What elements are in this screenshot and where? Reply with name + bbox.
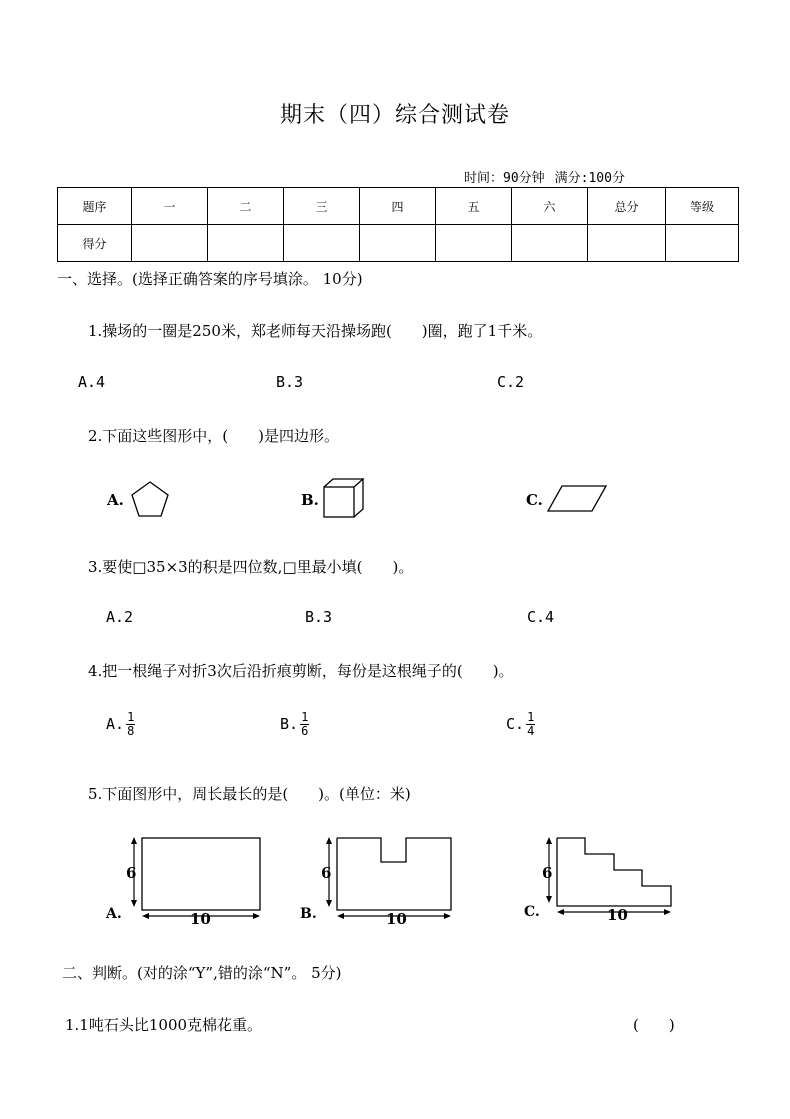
score-cell[interactable] [284, 225, 360, 262]
score-cell[interactable] [588, 225, 666, 262]
full-score: 满分:100分 [554, 171, 625, 186]
figure-a-rectangle [100, 830, 270, 930]
answer-blank[interactable]: ( ) [633, 1016, 675, 1034]
header-cell: 等级 [666, 188, 739, 225]
width-label: 10 [386, 910, 407, 928]
option-a[interactable]: A.2 [106, 608, 134, 626]
option-label: B. [280, 715, 299, 733]
header-cell: 六 [512, 188, 588, 225]
header-cell: 五 [436, 188, 512, 225]
option-a[interactable]: A.4 [78, 373, 106, 391]
option-label: C. [506, 715, 525, 733]
header-cell: 三 [284, 188, 360, 225]
option-c[interactable]: C.2 [497, 373, 525, 391]
header-cell: 一 [132, 188, 208, 225]
option-a[interactable] [106, 711, 135, 738]
option-b[interactable] [280, 711, 309, 738]
time-limit: 时间：90分钟 [464, 171, 545, 186]
row-label: 得分 [58, 225, 132, 262]
header-cell: 四 [360, 188, 436, 225]
exam-meta [464, 167, 625, 186]
option-a[interactable]: A. [106, 906, 122, 922]
fraction [126, 711, 135, 738]
score-table [57, 187, 739, 262]
numerator: 1 [527, 710, 535, 724]
question-1-1: 1.操场的一圈是250米，郑老师每天沿操场跑( )圈，跑了1千米。 [88, 322, 543, 340]
header-cell: 二 [208, 188, 284, 225]
figure-c-staircase [520, 830, 680, 930]
denominator: 6 [301, 724, 309, 738]
question-2-1: 1.1吨石头比1000克棉花重。 [65, 1016, 263, 1034]
height-label: 6 [542, 864, 553, 882]
denominator: 4 [527, 724, 535, 738]
section-2-heading: 二、判断。(对的涂“Y”,错的涂“N”。 5分) [62, 964, 342, 982]
figure-b-notched [296, 830, 466, 930]
question-1-2: 2.下面这些图形中，( )是四边形。 [88, 427, 340, 445]
numerator: 1 [301, 710, 309, 724]
cube-figure [320, 476, 368, 522]
score-table-score-row [58, 225, 739, 262]
option-c[interactable] [506, 711, 535, 738]
height-label: 6 [126, 864, 137, 882]
option-label: A. [106, 715, 125, 733]
fraction [526, 711, 535, 738]
score-cell[interactable] [208, 225, 284, 262]
score-cell[interactable] [436, 225, 512, 262]
option-b[interactable]: B. [301, 491, 319, 509]
question-1-4: 4.把一根绳子对折3次后沿折痕剪断，每份是这根绳子的( )。 [88, 662, 514, 680]
option-b[interactable]: B.3 [276, 373, 304, 391]
option-b[interactable]: B. [300, 906, 317, 922]
score-cell[interactable] [512, 225, 588, 262]
option-c[interactable]: C. [524, 904, 540, 920]
pentagon-figure [130, 480, 172, 520]
denominator: 8 [127, 724, 135, 738]
width-label: 10 [190, 910, 211, 928]
header-cell: 总分 [588, 188, 666, 225]
score-table-header-row [58, 188, 739, 225]
header-cell: 题序 [58, 188, 132, 225]
option-b[interactable]: B.3 [305, 608, 333, 626]
question-1-3: 3.要使□35×3的积是四位数,□里最小填( )。 [88, 558, 414, 576]
score-cell[interactable] [360, 225, 436, 262]
option-c[interactable]: C.4 [527, 608, 555, 626]
score-cell[interactable] [666, 225, 739, 262]
question-1-5: 5.下面图形中，周长最长的是( )。(单位：米) [88, 785, 411, 803]
section-1-heading: 一、选择。(选择正确答案的序号填涂。 10分) [57, 270, 363, 288]
option-a[interactable]: A. [107, 491, 124, 509]
height-label: 6 [321, 864, 332, 882]
width-label: 10 [607, 906, 628, 924]
option-c[interactable]: C. [526, 491, 543, 509]
parallelogram-figure [546, 484, 610, 514]
numerator: 1 [127, 710, 135, 724]
fraction [300, 711, 309, 738]
score-cell[interactable] [132, 225, 208, 262]
page-title: 期末（四）综合测试卷 [279, 103, 510, 128]
